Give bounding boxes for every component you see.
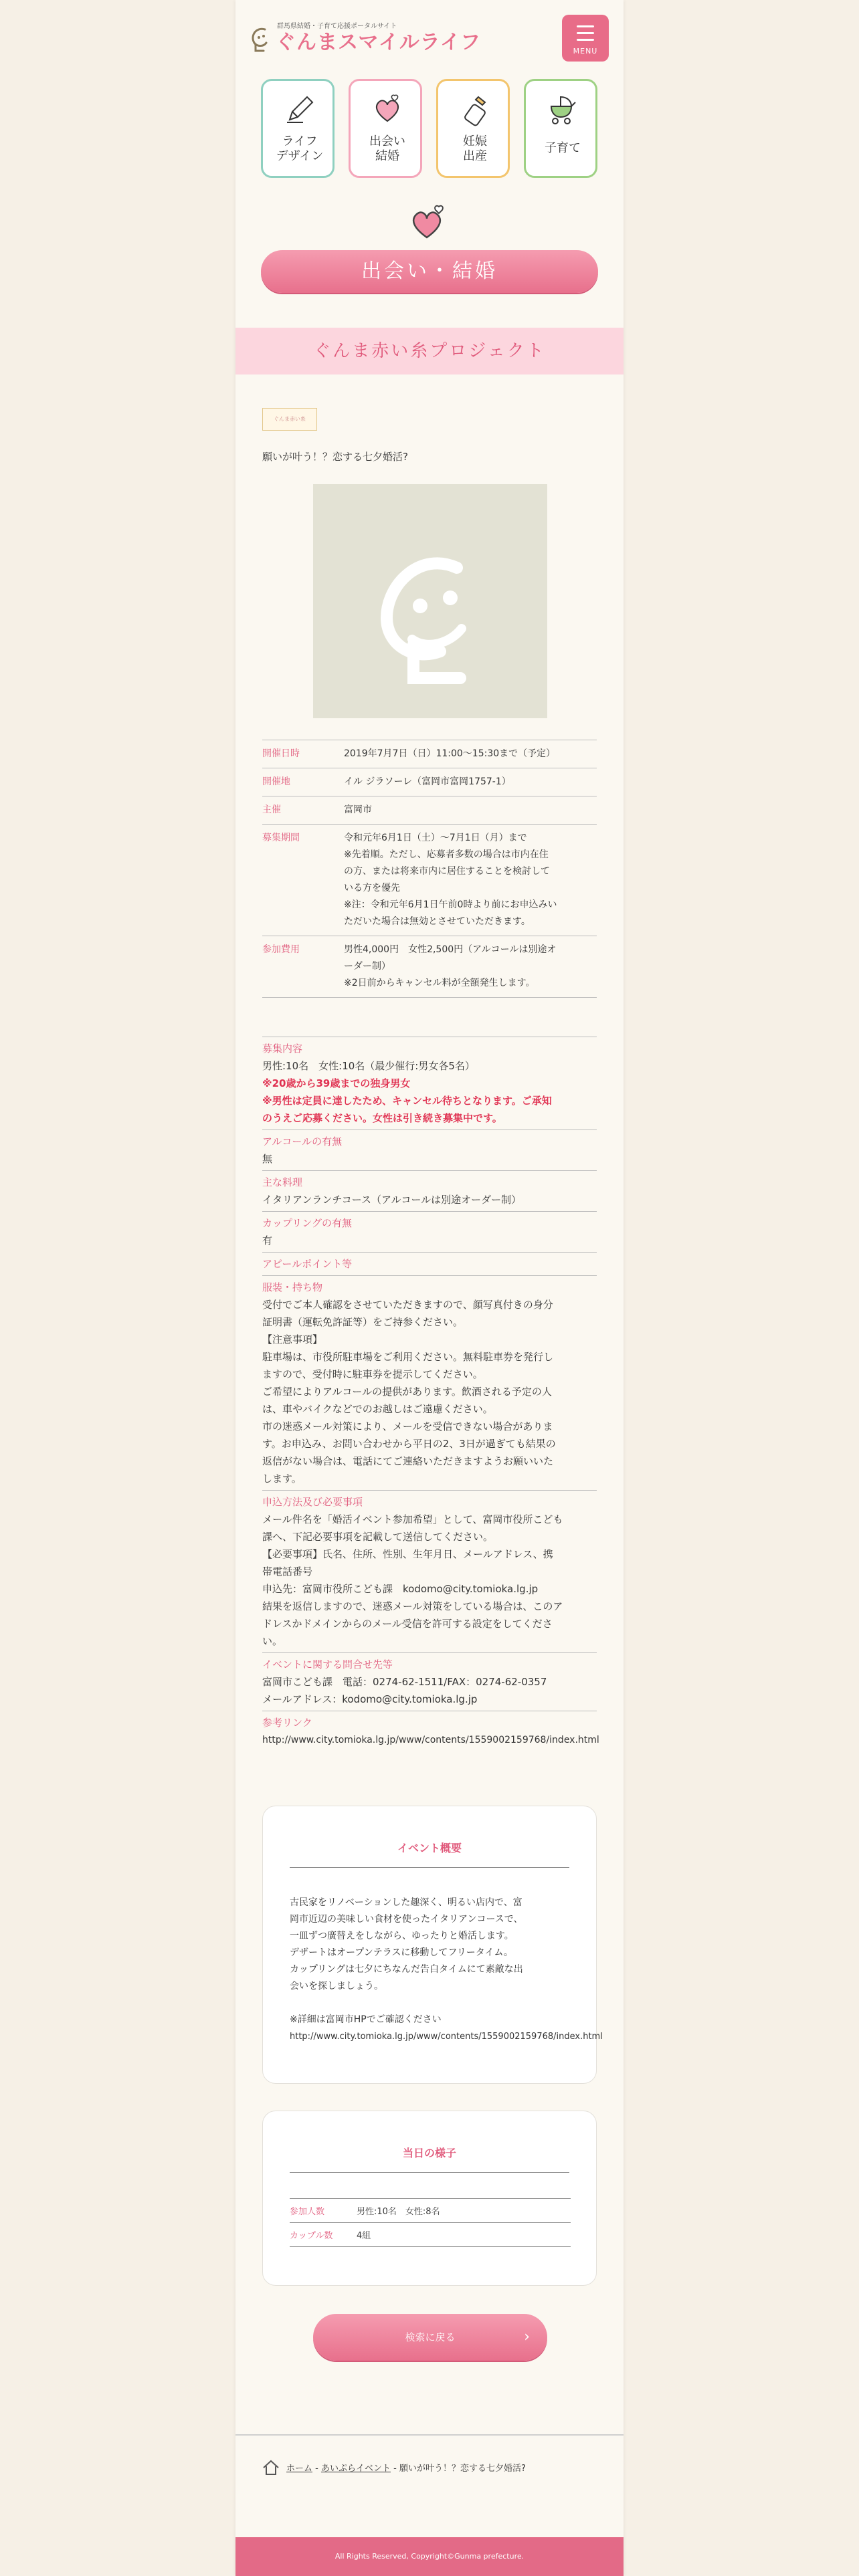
detail-section-food [262,1170,597,1211]
site-tagline: 群馬県結婚・子育て応援ポータルサイト [277,23,397,30]
detail-section-coupling [262,1211,597,1252]
summary-spacer [290,1995,569,2012]
table-row [290,2223,571,2247]
info-line: ーダー制） [344,961,391,972]
day-report-card [262,2111,597,2286]
day-key: カップル数 [290,2223,357,2247]
detail-text: 無 [262,1153,273,1165]
info-key: 開催日時 [262,748,300,759]
detail-heading: 服装・持ち物 [262,1281,323,1293]
menu-button[interactable] [562,15,609,62]
event-summary-card [262,1806,603,2084]
info-line: ※注：令和元年6月1日午前0時より前にお申込みい [344,899,557,910]
event-title: 願いが叶う！？恋する七夕婚活? [262,451,408,463]
event-image-placeholder [313,484,547,718]
menu-label: MENU [573,47,598,56]
detail-text: 富岡市こども課 電話：0274-62-1511/FAX：0274-62-0357 [262,1676,547,1688]
footer-copyright: All Rights Reserved, Copyright©Gunma prefecture. [235,2537,624,2576]
info-value [344,746,597,762]
category-label-line: 結婚 [375,149,399,163]
detail-text: い。 [262,1635,283,1647]
detail-notice: ※20歳から39歳までの独身男女 [262,1077,411,1089]
category-label-line: 子育て [545,141,581,155]
info-line: 富岡市 [344,804,372,815]
detail-heading: 申込方法及び必要事項 [262,1496,363,1508]
info-line: いる方を優先 [344,883,400,893]
detail-heading: 主な料理 [262,1176,303,1188]
stroller-icon [546,93,579,126]
detail-notice: ※男性は定員に達したため、キャンセル待ちとなります。ご承知 [262,1095,552,1107]
hearts-icon [408,204,451,240]
info-line: 令和元年6月1日（土）〜7月1日（月）まで [344,833,527,843]
info-key: 参加費用 [262,944,300,955]
info-line: ※2日前からキャンセル料が全額発生します。 [344,978,535,988]
home-icon [262,2460,280,2476]
back-button-label: 検索に戻る [405,2331,456,2343]
summary-line: 岡市近辺の美味しい食材を使ったイタリアンコースで、 [290,1914,523,1925]
info-key: 開催地 [262,776,290,787]
detail-section-link [262,1711,597,1751]
info-value [344,942,597,992]
category-nav [261,79,598,179]
breadcrumb-separator: - [393,2464,399,2474]
detail-text: メール件名を「婚活イベント参加希望」として、富岡市役所こども [262,1513,563,1525]
summary-line: 一皿ずつ廣替えをしながら、ゆったりと婚活します。 [290,1931,514,1941]
info-line: の方、または将来市内に居住することを検討して [344,866,550,877]
summary-link[interactable]: http://www.city.tomioka.lg.jp/www/contents/1559002159768/index.html [290,2032,603,2042]
category-pregnancy[interactable] [436,79,510,178]
summary-body [290,1895,603,2045]
detail-text: 帯電話番号 [262,1566,313,1578]
detail-text: 市の迷惑メール対策により、メールを受信できない場合がありま [262,1420,553,1432]
info-value [344,830,597,930]
detail-text: 受付でご本人確認をさせていただきますので、顔写真付きの身分 [262,1299,553,1311]
pencil-icon [283,93,316,126]
info-line: ※先着順。ただし、応募者多数の場合は市内在住 [344,849,549,860]
info-row [262,796,597,825]
info-row [262,825,597,936]
detail-text: 【必要事項】氏名、住所、性別、生年月日、メールアドレス、携 [262,1548,553,1560]
smile-logo-icon [249,25,272,52]
detail-text: イタリアンランチコース（アルコールは別途オーダー制） [262,1194,522,1206]
info-row [262,768,597,796]
detail-section-appeal [262,1252,597,1275]
detail-text: 【注意事項】 [262,1333,323,1346]
site-brand: ぐんまスマイルライフ [276,31,481,54]
detail-heading: イベントに関する問合せ先等 [262,1658,393,1671]
day-key: 参加人数 [290,2199,357,2223]
category-label [526,141,599,156]
back-to-search-button[interactable] [313,2314,547,2361]
breadcrumb-current: 願いが叶う！？恋する七夕婚活? [399,2464,526,2474]
detail-text: メールアドレス：kodomo@city.tomioka.lg.jp [262,1693,478,1705]
page [235,0,624,2576]
summary-title: イベント概要 [290,1840,569,1868]
day-table [290,2198,571,2247]
detail-section-contact [262,1652,597,1711]
breadcrumb-trail [286,2461,526,2474]
detail-notice: のうえご応募ください。女性は引き続き募集中です。 [262,1112,502,1124]
info-value [344,802,597,819]
info-row [262,740,597,768]
detail-text: ドレスかドメインからのメール受信を許可する設定をしてくださ [262,1618,553,1630]
info-key: 主催 [262,804,281,815]
summary-line: デザートはオープンテラスに移動してフリータイム。 [290,1947,513,1958]
menu-bar-icon [577,32,594,34]
detail-heading: 募集内容 [262,1043,303,1055]
event-info-table [262,740,597,998]
breadcrumb-separator: - [315,2464,321,2474]
detail-heading: 参考リンク [262,1717,312,1729]
detail-heading: カップリングの有無 [262,1217,352,1229]
chevron-right-icon: › [524,2329,530,2345]
summary-line: 古民家をリノベーションした趣深く、明るい店内で、富 [290,1897,522,1908]
category-label [351,134,424,164]
detail-text: 証明書（運転免許証等）をご持参ください。 [262,1316,464,1328]
breadcrumb-events-link[interactable]: あいぷらイベント [320,2464,391,2474]
category-label [263,134,337,164]
detail-text: 駐車場は、市役所駐車場をご利用ください。無料駐車券を発行し [262,1351,554,1363]
day-value: 4組 [357,2223,571,2247]
reference-link[interactable]: http://www.city.tomioka.lg.jp/www/contents/1559002159768/index.html [262,1735,599,1745]
summary-line: ※詳細は富岡市HPでご確認ください [290,2014,442,2025]
day-value: 男性:10名 女性:8名 [357,2199,571,2223]
project-title: ぐんま赤い糸プロジェクト [235,328,624,374]
smile-logo-icon [313,484,547,718]
menu-bar-icon [577,39,594,41]
category-label-line: 出産 [463,149,487,163]
info-value [344,774,597,790]
detail-text: ますので、受付時に駐車券を提示してください。 [262,1368,483,1380]
category-label-line: ライフ [282,134,318,148]
info-line: イル ジラソーレ（富岡市富岡1757-1） [344,776,511,787]
menu-bar-icon [577,25,594,27]
detail-text: します。 [262,1473,302,1485]
detail-text: ご希望によりアルコールの提供があります。飲酒される予定の人 [262,1386,552,1398]
project-logo-text: ぐんま赤い糸 [274,416,306,422]
detail-text: す。お申込み、お問い合わせから平日の2、3日が過ぎても結果の [262,1438,556,1450]
detail-text: 返信がない場合は、電話にてご連絡いただきますようお願いいた [262,1455,554,1467]
detail-text: 課へ、下記必要事項を記載して送信してください。 [262,1531,494,1543]
info-row [262,936,597,998]
summary-line: カップリングは七夕にちなんだ告白タイムにて素敵な出 [290,1964,523,1975]
section-title: 出会い・結婚 [261,250,598,293]
category-life-design[interactable] [261,79,335,178]
info-line: 2019年7月7日（日）11:00〜15:30まで（予定） [344,748,556,759]
breadcrumb-home-link[interactable]: ホーム [286,2464,313,2474]
project-logo [262,408,317,431]
table-row [290,2199,571,2223]
detail-text: 男性:10名 女性:10名（最少催行:男女各5名） [262,1060,475,1072]
site-header [235,0,624,67]
info-key: 募集期間 [262,833,300,843]
info-line: ただいた場合は無効とさせていただきます。 [344,916,531,927]
category-marriage[interactable] [349,79,422,178]
category-label-line: 妊娠 [463,134,487,148]
detail-section-recruit [262,1037,597,1130]
detail-heading: アピールポイント等 [262,1258,353,1270]
hearts-icon [371,93,404,126]
day-title: 当日の様子 [290,2145,569,2173]
summary-line: 会いを探しましょう。 [290,1981,383,1992]
detail-text: は、車やバイクなどでのお越しはご遠慮ください。 [262,1403,493,1415]
info-line: 男性4,000円 女性2,500円（アルコールは別途オ [344,944,557,955]
event-details [262,1037,597,1751]
category-label-line: デザイン [276,149,324,163]
detail-text: 結果を返信しますので、迷惑メール対策をしている場合は、このア [262,1600,563,1612]
detail-section-alcohol [262,1130,597,1170]
category-label-line: 出会い [369,134,405,148]
category-label [438,134,512,164]
detail-section-dress [262,1275,597,1490]
breadcrumb [235,2434,624,2489]
category-childcare[interactable] [524,79,597,178]
detail-text: 申込先：富岡市役所こども課 kodomo@city.tomioka.lg.jp [262,1583,539,1595]
baby-bottle-icon [458,93,492,126]
detail-heading: アルコールの有無 [262,1136,343,1148]
detail-text: 有 [262,1235,273,1247]
detail-section-apply [262,1490,597,1652]
